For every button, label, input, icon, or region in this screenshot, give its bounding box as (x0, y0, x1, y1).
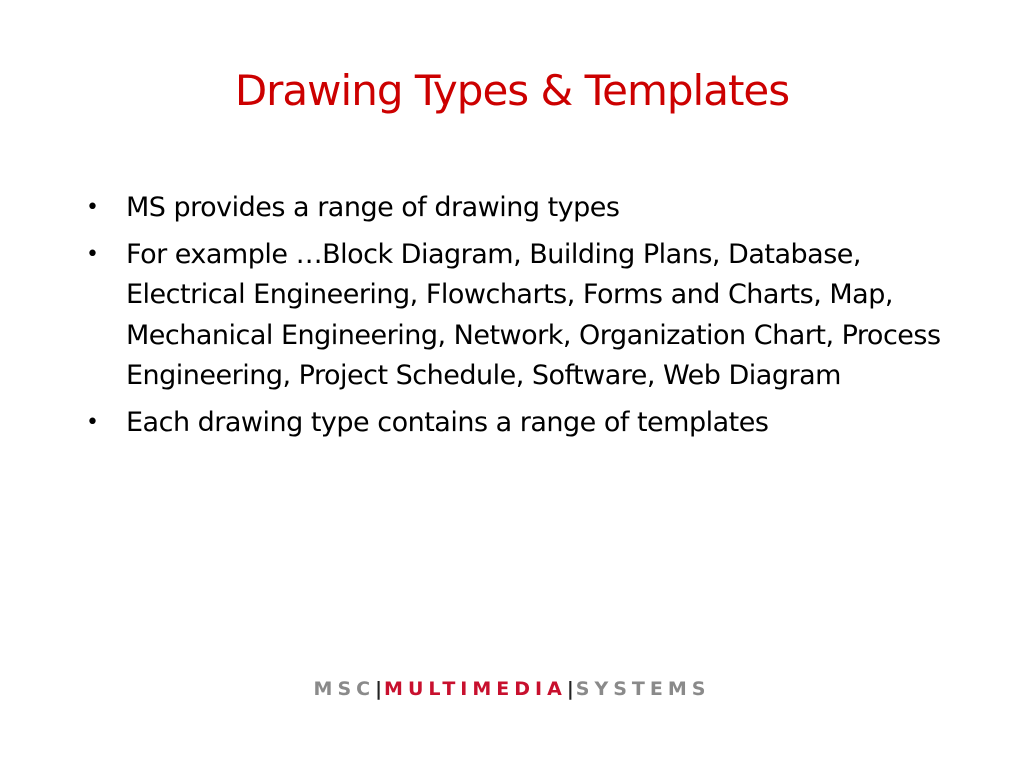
logo-separator: | (375, 678, 385, 700)
bullet-text: Each drawing type contains a range of templates (126, 406, 769, 438)
logo-separator: | (566, 678, 576, 700)
logo-systems: SYSTEMS (575, 678, 711, 700)
bullet-list (86, 188, 946, 449)
bullet-item (86, 188, 946, 229)
bullet-dot: • (86, 195, 99, 220)
logo-msc: MSC (313, 678, 376, 700)
bullet-item (86, 403, 946, 444)
bullet-dot: • (86, 409, 99, 435)
logo-multimedia: MULTIMEDIA (384, 678, 567, 700)
bullet-text: For example …Block Diagram, Building Plans, Database, Electrical Engineering, Flowcharts, Forms and Charts, Map, Mechanical Engineering, Network, Organization Chart, Process Engineering, Project Schedule, Software, Web Diagram (126, 238, 941, 391)
bullet-text: MS provides a range of drawing types (126, 192, 620, 223)
bullet-dot: • (86, 241, 99, 267)
slide-title: Drawing Types & Templates (234, 66, 790, 115)
company-logo (0, 678, 1024, 700)
bullet-item (86, 235, 946, 397)
